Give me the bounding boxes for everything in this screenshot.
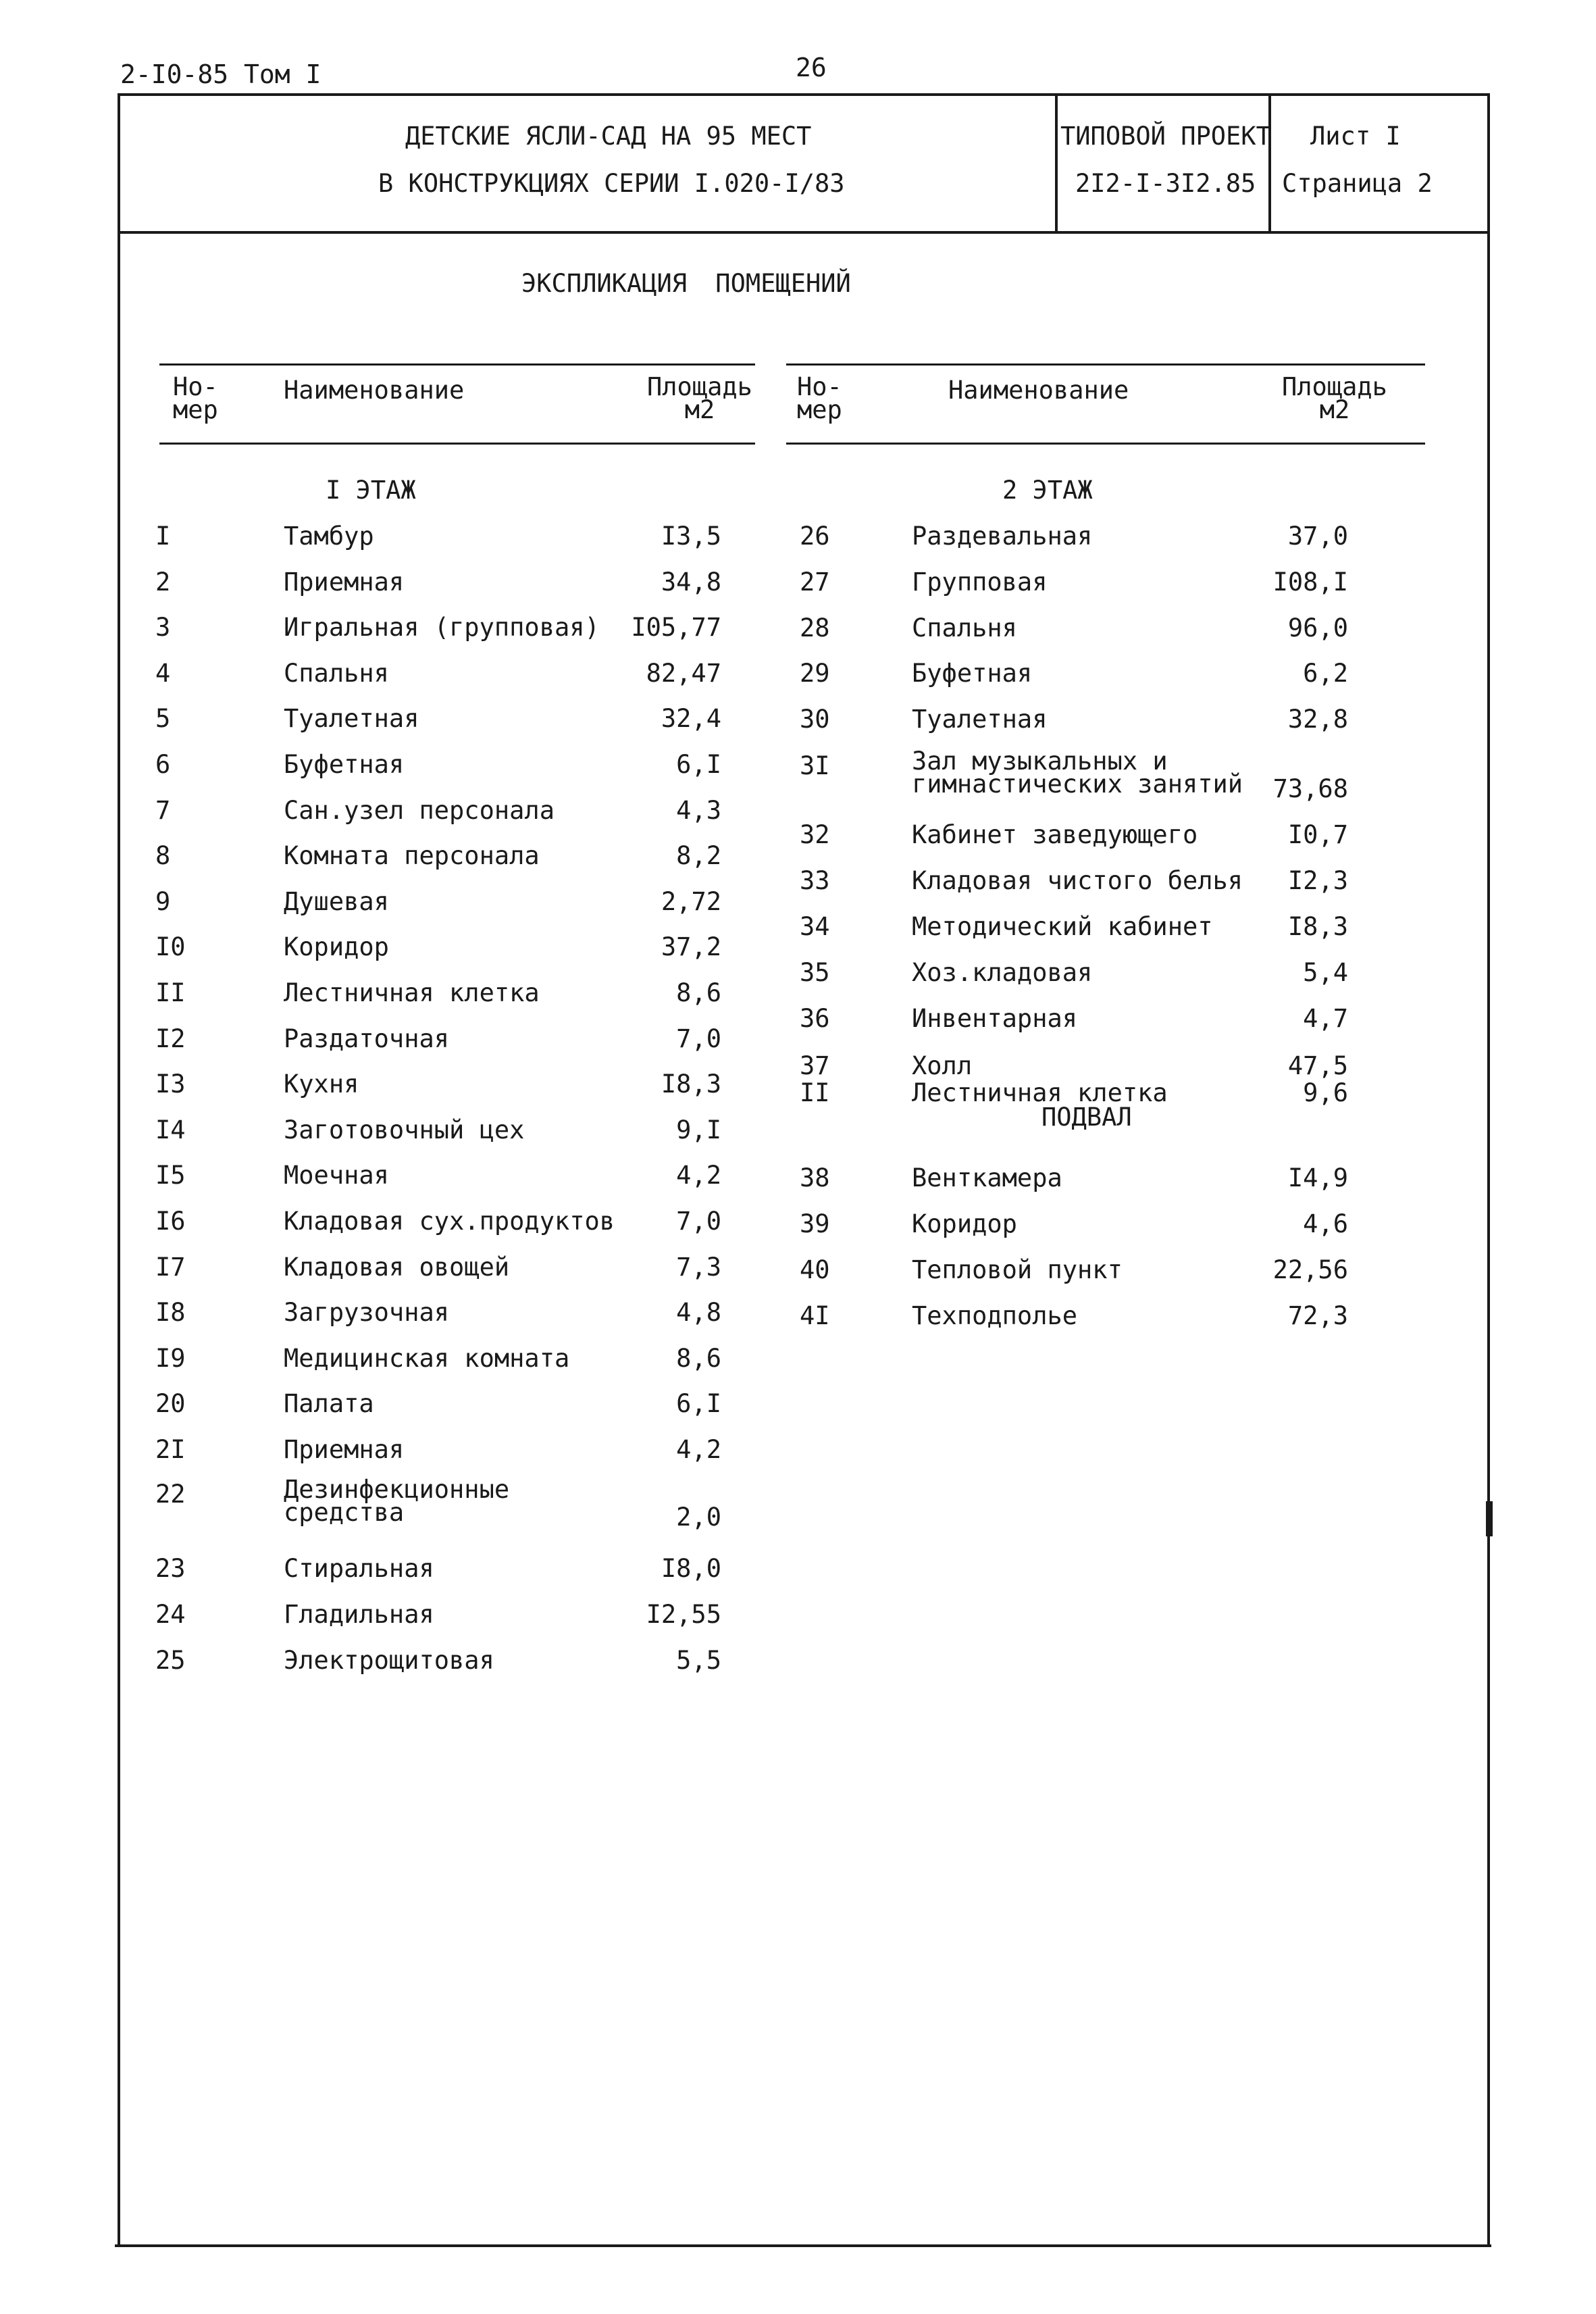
room-number: I5: [155, 1161, 186, 1190]
room-name-line-1: Зал музыкальных и: [912, 747, 1168, 776]
room-area: I4,9: [1287, 1163, 1348, 1192]
room-area: I8,0: [661, 1554, 721, 1583]
room-area: 4,7: [1303, 1004, 1348, 1033]
right-header-area: [1282, 372, 1387, 424]
header-number-line-1: Но-: [797, 372, 842, 401]
title-block-bottom-border: [119, 231, 1490, 234]
room-name: Венткамера: [912, 1163, 1062, 1192]
margin-mark: [1486, 1501, 1493, 1536]
room-area: 7,3: [676, 1252, 721, 1282]
room-area: 6,2: [1303, 659, 1348, 688]
frame-left-border: [118, 93, 120, 2247]
room-name: Кладовая сух.продуктов: [284, 1207, 615, 1236]
room-number: 2I: [155, 1435, 186, 1464]
room-area: 6,I: [676, 1389, 721, 1419]
room-number: 39: [800, 1209, 830, 1238]
room-number: I4: [155, 1115, 186, 1145]
room-number: II: [155, 978, 186, 1007]
room-number: I2: [155, 1024, 186, 1053]
room-name: Тепловой пункт: [912, 1255, 1123, 1284]
room-name: Моечная: [284, 1161, 389, 1190]
project-title-line-1: ДЕТСКИЕ ЯСЛИ-САД НА 95 МЕСТ: [405, 122, 812, 151]
room-area: 8,2: [676, 841, 721, 871]
room-number: 36: [800, 1004, 830, 1033]
room-area: 8,6: [676, 1343, 721, 1373]
room-number: 27: [800, 568, 830, 597]
room-name-line-2: средства: [284, 1498, 405, 1527]
room-area: 72,3: [1287, 1301, 1348, 1330]
room-number: 30: [800, 705, 830, 734]
header-area-line-1: Площадь: [1282, 372, 1387, 401]
room-area: 34,8: [661, 567, 721, 597]
room-name: Палата: [284, 1389, 374, 1419]
room-name: Буфетная: [912, 659, 1033, 688]
room-area: I0,7: [1287, 820, 1348, 849]
page-number: 26: [796, 53, 827, 82]
room-area: 22,56: [1272, 1255, 1348, 1284]
room-area: 32,4: [661, 704, 721, 734]
room-name: Приемная: [284, 1435, 405, 1464]
room-area: 4,8: [676, 1298, 721, 1328]
room-number: 3I: [800, 751, 830, 780]
left-header-name: Наименование: [284, 376, 465, 405]
room-number: 3: [155, 613, 171, 643]
room-name-line-2: гимнастических занятий: [912, 770, 1243, 799]
room-area: 5,4: [1303, 958, 1348, 987]
room-area: 9,I: [676, 1115, 721, 1145]
room-name: Заготовочный цех: [284, 1115, 525, 1145]
left-table-header-rule: [159, 443, 755, 445]
room-number: I: [155, 522, 171, 551]
room-area: I2,55: [646, 1600, 721, 1629]
room-number: 37: [800, 1051, 830, 1080]
room-name: Хоз.кладовая: [912, 958, 1093, 987]
header-area-line-1: Площадь: [647, 372, 752, 401]
room-name: Холл: [912, 1051, 973, 1080]
room-name: [912, 747, 1243, 799]
room-name: Тамбур: [284, 522, 374, 551]
room-number: 40: [800, 1255, 830, 1284]
left-floor-label: I ЭТАЖ: [326, 476, 416, 505]
room-number: I3: [155, 1070, 186, 1099]
room-name: Туалетная: [912, 705, 1048, 734]
room-name: Техподполье: [912, 1301, 1078, 1330]
room-area: I8,3: [661, 1070, 721, 1099]
room-area: 47,5: [1287, 1051, 1348, 1080]
header-area-line-2: м2: [1319, 395, 1350, 424]
room-area: I3,5: [661, 522, 721, 551]
room-name: Инвентарная: [912, 1004, 1078, 1033]
room-name: Сан.узел персонала: [284, 795, 555, 825]
room-name: Кухня: [284, 1070, 359, 1099]
room-number: 38: [800, 1163, 830, 1192]
room-number: 4I: [800, 1301, 830, 1330]
room-name: Групповая: [912, 568, 1048, 597]
room-number: 23: [155, 1554, 186, 1583]
room-name: Лестничная клетка: [284, 978, 540, 1007]
right-floor-label: 2 ЭТАЖ: [1002, 476, 1093, 505]
room-area: 37,2: [661, 932, 721, 962]
room-name: Туалетная: [284, 704, 419, 734]
room-number: II: [800, 1078, 830, 1107]
room-area: 6,I: [676, 750, 721, 779]
room-number: I0: [155, 932, 186, 962]
room-number: 25: [155, 1646, 186, 1675]
right-table-header-rule: [786, 443, 1425, 445]
room-name: Приемная: [284, 567, 405, 597]
room-number: 6: [155, 750, 171, 779]
room-name: [284, 1475, 510, 1527]
room-name: Коридор: [284, 932, 389, 962]
room-area: I05,77: [631, 613, 721, 643]
room-area: I08,I: [1272, 568, 1348, 597]
room-number: 29: [800, 659, 830, 688]
room-name: Медицинская комната: [284, 1343, 570, 1373]
room-area: 9,6: [1303, 1078, 1348, 1107]
room-area: 4,3: [676, 795, 721, 825]
header-number-line-1: Но-: [173, 372, 218, 401]
section-title: ЭКСПЛИКАЦИЯ ПОМЕЩЕНИЙ: [521, 269, 851, 298]
room-name: Комната персонала: [284, 841, 540, 871]
room-number: 26: [800, 522, 830, 551]
header-number-line-2: мер: [797, 395, 842, 424]
room-name: Буфетная: [284, 750, 405, 779]
room-number: 8: [155, 841, 171, 871]
frame-right-border: [1487, 93, 1490, 2247]
room-name: Кладовая овощей: [284, 1252, 510, 1282]
room-name: Раздаточная: [284, 1024, 450, 1053]
room-number: 28: [800, 613, 830, 643]
right-table-top-rule: [786, 363, 1425, 366]
project-title-line-2: В КОНСТРУКЦИЯХ СЕРИИ I.020-I/83: [378, 169, 845, 198]
room-area: 96,0: [1287, 613, 1348, 643]
document-reference: 2-I0-85 Том I: [120, 59, 321, 89]
room-area: 37,0: [1287, 522, 1348, 551]
room-area: 5,5: [676, 1646, 721, 1675]
room-name: Спальня: [284, 658, 389, 688]
project-type-label: ТИПОВОЙ ПРОЕКТ: [1060, 122, 1271, 151]
right-header-name: Наименование: [948, 376, 1129, 405]
room-number: I6: [155, 1207, 186, 1236]
room-name: Кабинет заведующего: [912, 820, 1198, 849]
frame-bottom-border: [115, 2244, 1491, 2247]
room-area: 32,8: [1287, 705, 1348, 734]
basement-label: ПОДВАЛ: [1041, 1103, 1132, 1132]
room-number: 2: [155, 567, 171, 597]
room-number: 35: [800, 958, 830, 987]
sheet-label: Лист I: [1310, 122, 1401, 151]
room-area: 2,72: [661, 886, 721, 916]
room-number: 24: [155, 1600, 186, 1629]
room-number: I7: [155, 1252, 186, 1282]
room-area: 4,2: [676, 1161, 721, 1190]
room-area: 2,0: [676, 1503, 721, 1532]
room-name: Коридор: [912, 1209, 1017, 1238]
room-name: Спальня: [912, 613, 1017, 643]
right-header-number: [797, 372, 842, 424]
room-area: 7,0: [676, 1207, 721, 1236]
room-name: Гладильная: [284, 1600, 434, 1629]
room-area: 7,0: [676, 1024, 721, 1053]
room-number: 20: [155, 1389, 186, 1419]
left-table-top-rule: [159, 363, 755, 366]
room-area: I2,3: [1287, 866, 1348, 895]
title-block-divider-1: [1055, 93, 1058, 234]
room-area: 82,47: [646, 658, 721, 688]
room-name: Электрощитовая: [284, 1646, 494, 1675]
room-number: 4: [155, 658, 171, 688]
room-area: 4,2: [676, 1435, 721, 1464]
header-number-line-2: мер: [173, 395, 218, 424]
room-name: Душевая: [284, 886, 389, 916]
room-name: Игральная (групповая): [284, 613, 600, 643]
room-number: I9: [155, 1343, 186, 1373]
room-name: Раздевальная: [912, 522, 1093, 551]
room-name: Загрузочная: [284, 1298, 450, 1328]
room-name-line-1: Дезинфекционные: [284, 1475, 510, 1504]
header-area-line-2: м2: [684, 395, 715, 424]
room-number: 7: [155, 795, 171, 825]
room-area: 4,6: [1303, 1209, 1348, 1238]
room-area: I8,3: [1287, 912, 1348, 941]
room-area: 8,6: [676, 978, 721, 1007]
room-number: 22: [155, 1480, 186, 1509]
room-number: 33: [800, 866, 830, 895]
project-number: 2I2-I-3I2.85: [1075, 169, 1256, 198]
room-number: 32: [800, 820, 830, 849]
title-block-divider-2: [1268, 93, 1271, 234]
room-number: 5: [155, 704, 171, 734]
left-header-number: [173, 372, 218, 424]
room-name: Методический кабинет: [912, 912, 1213, 941]
room-name: Лестничная клетка: [912, 1078, 1168, 1107]
page-label: Страница 2: [1282, 169, 1433, 198]
room-name: Кладовая чистого белья: [912, 866, 1243, 895]
room-number: I8: [155, 1298, 186, 1328]
room-number: 34: [800, 912, 830, 941]
room-number: 9: [155, 886, 171, 916]
room-name: Стиральная: [284, 1554, 434, 1583]
left-header-area: [647, 372, 752, 424]
frame-top-border: [119, 93, 1490, 96]
room-area: 73,68: [1272, 774, 1348, 803]
